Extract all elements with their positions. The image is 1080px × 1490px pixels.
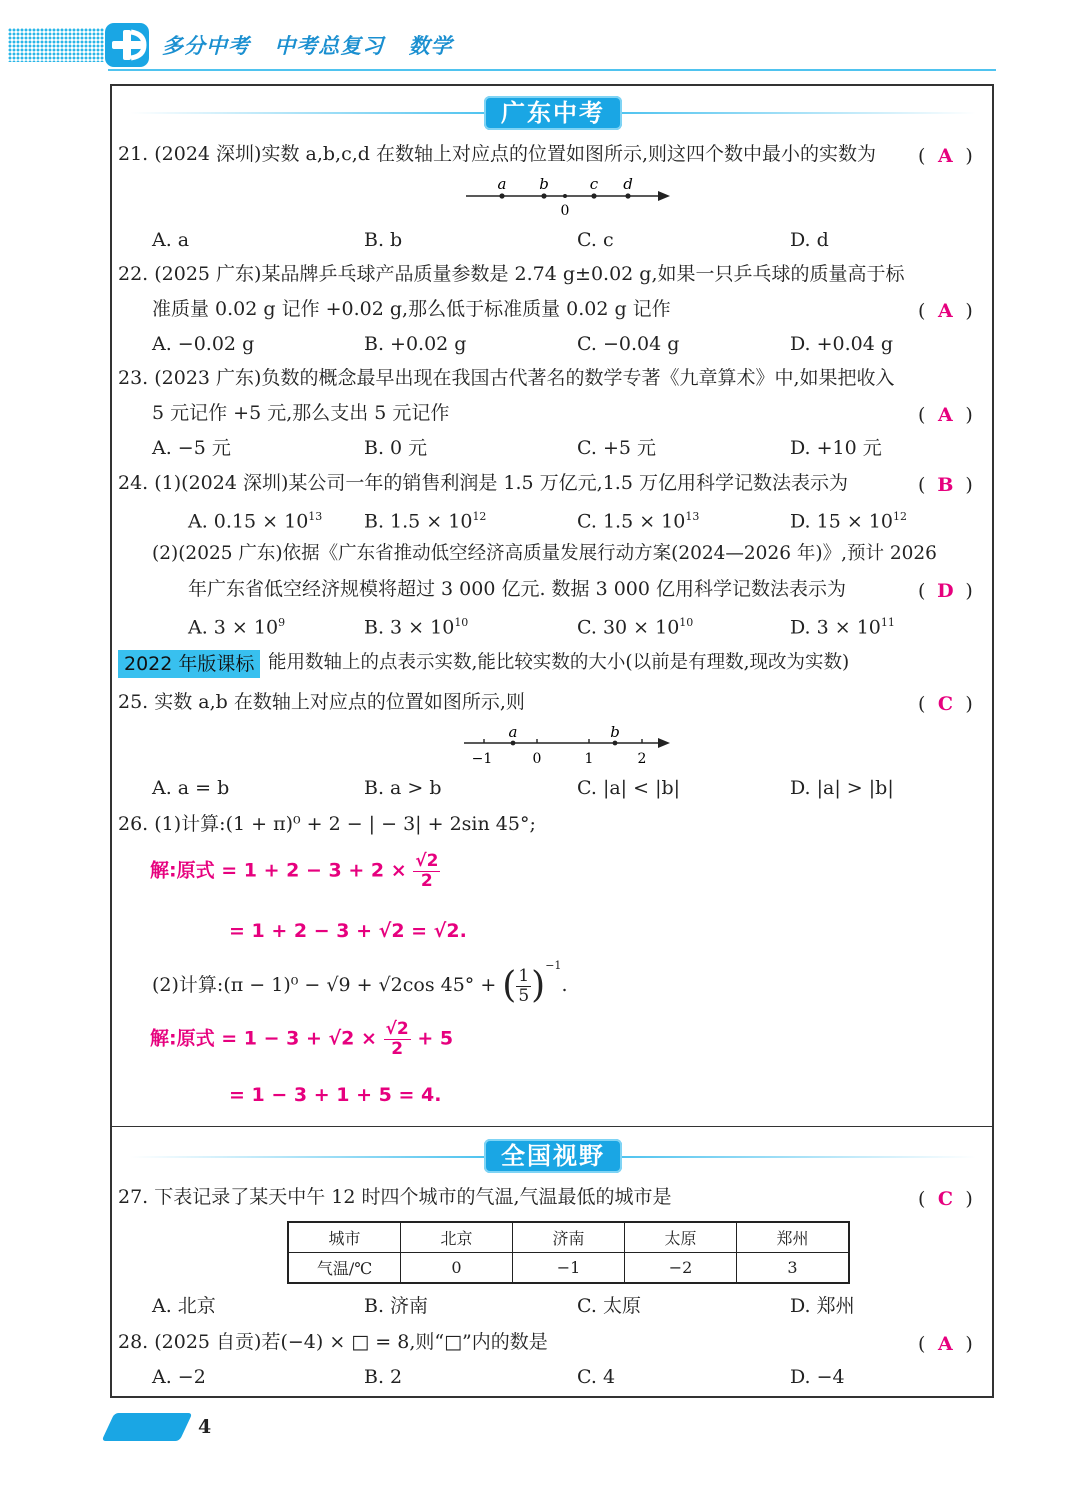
- q21-option-c: C. c: [577, 229, 614, 251]
- q21-number-line: [460, 172, 674, 220]
- q25-number-line: [460, 722, 674, 770]
- q24-part1-option-a: A. $0.15 \times 10^{13}$: [188, 510, 323, 533]
- q24-part2-stem-line2: 年广东省低空经济规模将超过 3 000 亿元. 数据 3 000 亿用科学记数法表示为: [188, 578, 847, 600]
- q26-part2: (2)计算:(π − 1)⁰ − √9 + √2cos 45° + ( $\frac{1}{5}$ )$^{-1}$.: [152, 959, 568, 1006]
- q24-part2-option-d: D. $3 \times 10^{11}$: [790, 616, 895, 639]
- table-cell: 太原: [625, 1222, 737, 1253]
- q23-stem-line2: 5 元记作 +5 元,那么支出 5 元记作: [152, 402, 450, 424]
- q25-stem: 25. 实数 a,b 在数轴上对应点的位置如图所示,则: [118, 691, 525, 713]
- table-cell: 0: [401, 1253, 513, 1284]
- q23-option-b: B. 0 元: [364, 437, 428, 459]
- q27-option-c: C. 太原: [577, 1295, 641, 1317]
- header-subject: 数学: [408, 34, 453, 58]
- q24-part1-answer-slot: ( B ): [918, 474, 973, 496]
- q25-option-b: B. a > b: [364, 777, 442, 799]
- q24-part1-stem: 24. (1)(2024 深圳)某公司一年的销售利润是 1.5 万亿元,1.5 万亿用科学记数法表示为: [118, 472, 848, 494]
- header-series: 中考总复习: [274, 34, 385, 58]
- section-divider: [110, 1126, 994, 1127]
- banner2-line-right: [620, 1156, 976, 1158]
- banner-line-right: [620, 112, 976, 114]
- q21-axis-label-d: d: [623, 175, 633, 193]
- q21-answer-slot: ( A ): [918, 145, 973, 167]
- q27-option-d: D. 郑州: [790, 1295, 855, 1317]
- q21-axis-label-a: a: [497, 175, 507, 193]
- q22-stem-line2: 准质量 0.02 g 记作 +0.02 g,那么低于标准质量 0.02 g 记作: [152, 298, 671, 320]
- q21-axis-label-c: c: [589, 175, 599, 193]
- q27-option-b: B. 济南: [364, 1295, 429, 1317]
- q28-answer-slot: ( A ): [918, 1333, 973, 1355]
- table-cell: 北京: [401, 1222, 513, 1253]
- q26-solution2-line1: 解:原式 = 1 − 3 + √2 × $\frac{√2}{2}$ + 5: [150, 1019, 454, 1059]
- q25-tick-neg1: −1: [471, 751, 493, 767]
- q27-temperature-table: [287, 1221, 850, 1284]
- footer-accent-bar: [101, 1413, 192, 1441]
- q22-answer-slot: ( A ): [918, 300, 973, 322]
- q25-answer-slot: ( C ): [918, 693, 973, 715]
- q24-part2-answer: D: [937, 580, 954, 602]
- q21-answer: A: [938, 145, 953, 167]
- q28-option-c: C. 4: [577, 1366, 616, 1388]
- q21-axis-label-b: b: [539, 175, 549, 193]
- table-cell: 城市: [288, 1222, 401, 1253]
- table-cell: 3: [737, 1253, 850, 1284]
- q27-answer: C: [937, 1188, 953, 1210]
- q25-option-a: A. a = b: [152, 777, 230, 799]
- q28-stem: 28. (2025 自贡)若(−4) × □ = 8,则“□”内的数是: [118, 1331, 548, 1353]
- header-brand: 多分中考: [162, 34, 250, 58]
- q26-solution1-line2: = 1 + 2 − 3 + √2 = √2.: [229, 920, 467, 942]
- q23-answer-slot: ( A ): [918, 404, 973, 426]
- q24-part1-answer: B: [937, 474, 954, 496]
- q25-axis-label-b: b: [610, 723, 620, 741]
- header-rule: [108, 69, 996, 71]
- q25-tick-0: 0: [532, 751, 542, 767]
- q23-answer: A: [938, 404, 953, 426]
- q21-option-d: D. d: [790, 229, 829, 251]
- q24-part2-stem-line1: (2)(2025 广东)依据《广东省推动低空经济高质量发展行动方案(2024—2026 年)》,预计 2026: [152, 543, 937, 564]
- q25-answer: C: [937, 693, 953, 715]
- q26-solution2-line2: = 1 − 3 + 1 + 5 = 4.: [229, 1084, 442, 1106]
- q26-part2-fraction: $\frac{1}{5}$: [518, 965, 530, 1006]
- q25-option-c: C. |a| < |b|: [577, 777, 681, 799]
- q22-option-b: B. +0.02 g: [364, 333, 467, 355]
- q25-tick-1: 1: [584, 751, 594, 767]
- q28-answer: A: [938, 1333, 953, 1355]
- q21-option-b: B. b: [364, 229, 403, 251]
- header-dot-pattern: [8, 28, 104, 62]
- table-row: [288, 1253, 849, 1284]
- q28-option-b: B. 2: [364, 1366, 403, 1388]
- q21-option-a: A. a: [152, 229, 190, 251]
- q25-tick-2: 2: [637, 751, 647, 767]
- q28-option-d: D. −4: [790, 1366, 845, 1388]
- q23-option-c: C. +5 元: [577, 437, 656, 459]
- q24-part1-option-b: B. $1.5 \times 10^{12}$: [364, 510, 487, 533]
- banner-line-left: [130, 112, 486, 114]
- q25-option-d: D. |a| > |b|: [790, 777, 894, 799]
- q24-part2-option-c: C. $30 \times 10^{10}$: [577, 616, 694, 639]
- q26-solution2-fraction: $\frac{√2}{2}$: [385, 1019, 409, 1059]
- q27-answer-slot: ( C ): [918, 1188, 973, 1210]
- q27-option-a: A. 北京: [152, 1295, 216, 1317]
- table-cell: 郑州: [737, 1222, 850, 1253]
- curriculum-standard-text: 能用数轴上的点表示实数,能比较实数的大小(以前是有理数,现改为实数): [268, 652, 850, 673]
- q22-answer: A: [938, 300, 953, 322]
- table-cell: 济南: [513, 1222, 625, 1253]
- curriculum-standard-tag: 2022 年版课标: [118, 650, 260, 678]
- q25-axis-label-a: a: [508, 723, 518, 741]
- banner2-line-left: [130, 1156, 486, 1158]
- table-cell: 气温/℃: [288, 1253, 401, 1284]
- q24-part1-option-c: C. $1.5 \times 10^{13}$: [577, 510, 700, 533]
- logo-icon: [104, 22, 150, 68]
- q26-solution1-line1: 解:原式 = 1 + 2 − 3 + 2 × $\frac{√2}{2}$: [150, 851, 439, 891]
- section-banner-guangdong: 广东中考: [484, 96, 622, 130]
- q26-part1-expression: (1 + π)⁰ + 2 − | − 3| + 2sin 45°;: [225, 813, 536, 835]
- header-title: [162, 30, 469, 60]
- q24-part2-option-b: B. $3 \times 10^{10}$: [364, 616, 469, 639]
- section-banner-national: 全国视野: [484, 1139, 622, 1173]
- q23-option-d: D. +10 元: [790, 437, 882, 459]
- q26-part2-expression: (π − 1)⁰ − √9 + √2cos 45° +: [223, 974, 497, 996]
- q21-stem: 21. (2024 深圳)实数 a,b,c,d 在数轴上对应点的位置如图所示,则这四个数中最小的实数为: [118, 143, 877, 165]
- q28-option-a: A. −2: [152, 1366, 206, 1388]
- q24-part2-option-a: A. $3 \times 10^9$: [188, 616, 286, 639]
- q21-axis-origin: 0: [560, 203, 570, 219]
- table-cell: −2: [625, 1253, 737, 1284]
- table-header-row: [288, 1222, 849, 1253]
- q22-option-d: D. +0.04 g: [790, 333, 894, 355]
- q22-stem-line1: 22. (2025 广东)某品牌乒乓球产品质量参数是 2.74 g±0.02 g,如果一只乒乓球的质量高于标: [118, 263, 905, 285]
- q22-option-a: A. −0.02 g: [152, 333, 255, 355]
- q26-solution1-fraction: $\frac{√2}{2}$: [415, 851, 439, 891]
- q24-part1-option-d: D. $15 \times 10^{12}$: [790, 510, 907, 533]
- q24-part2-answer-slot: ( D ): [918, 580, 973, 602]
- q26-part1: 26. (1)计算:(1 + π)⁰ + 2 − | − 3| + 2sin 45°;: [118, 813, 536, 835]
- page-number: 4: [198, 1416, 212, 1438]
- q22-option-c: C. −0.04 g: [577, 333, 680, 355]
- q23-stem-line1: 23. (2023 广东)负数的概念最早出现在我国古代著名的数学专著《九章算术》中,如果把收入: [118, 367, 895, 389]
- q27-stem: 27. 下表记录了某天中午 12 时四个城市的气温,气温最低的城市是: [118, 1186, 672, 1208]
- table-cell: −1: [513, 1253, 625, 1284]
- q23-option-a: A. −5 元: [152, 437, 231, 459]
